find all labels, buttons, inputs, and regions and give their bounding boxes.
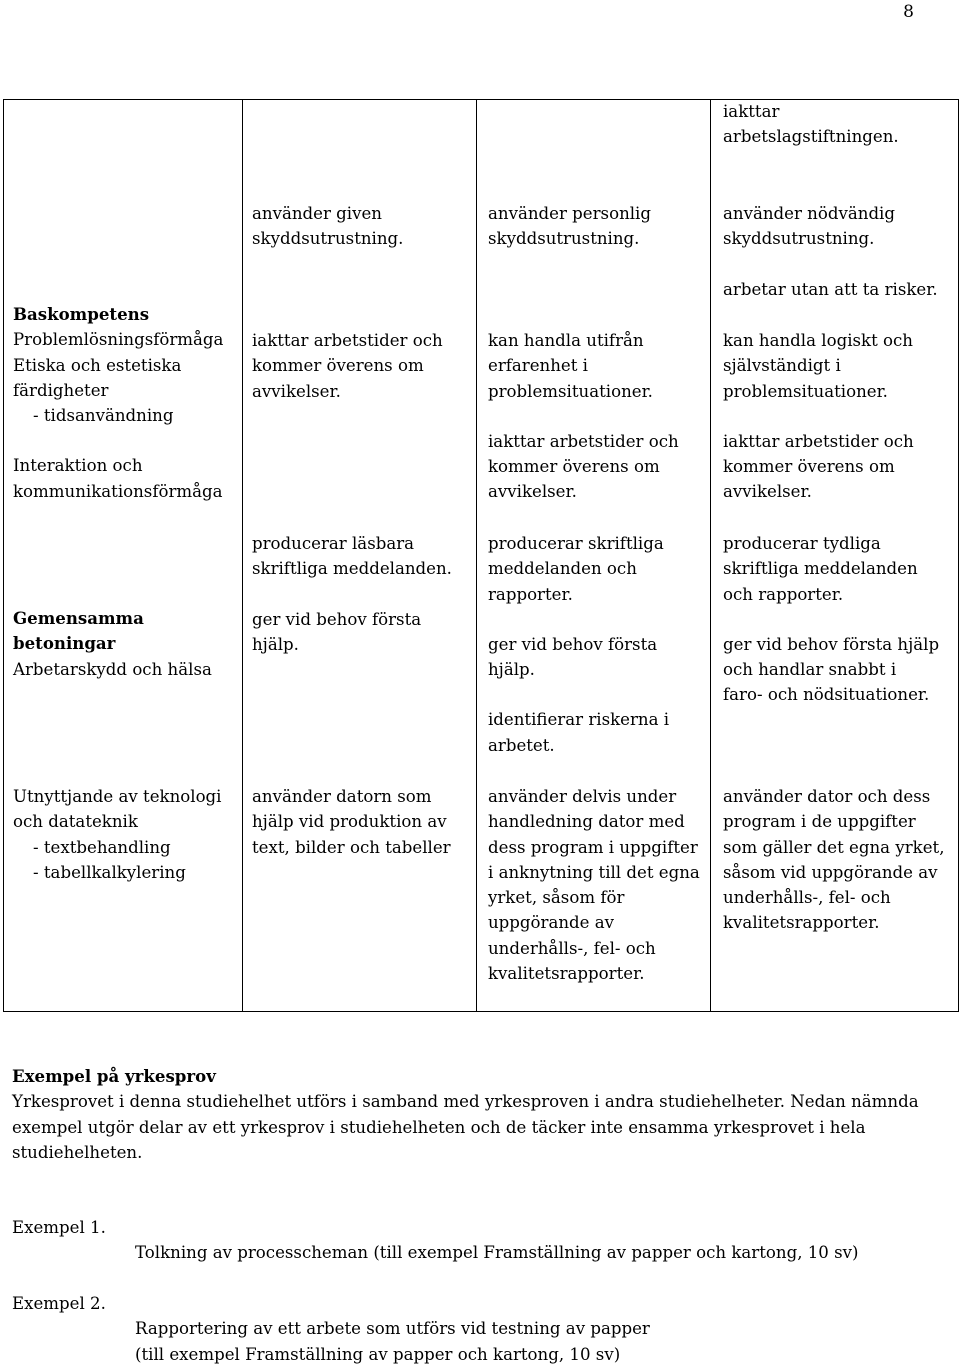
cell-tech-level2: använder delvis under handledning dator med dess program i uppgifter i anknytning till det egna yrket, såsom för uppgörande av underhålls-, fel- och kvalitetsrapporter. [488, 787, 700, 984]
examples-paragraph-line: exempel utgör delar av ett yrkesprov i studiehelheten och de täcker inte ensamma yrkesprovet i hela [12, 1117, 866, 1137]
examples-paragraph-line: studiehelheten. [12, 1142, 143, 1162]
cell-tech-level3: använder dator och dess program i de uppgifter som gäller det egna yrket, såsom vid uppgörande av underhålls-, fel- och kvalitetsrapporter. [723, 787, 945, 933]
examples-heading: Exempel på yrkesprov [12, 1066, 216, 1086]
column-divider [710, 100, 711, 1011]
page-number: 8 [903, 2, 914, 22]
column-divider [476, 100, 477, 1011]
examples-section [12, 1064, 947, 1165]
example-1 [12, 1215, 947, 1266]
cell-base-level1: iakttar arbetstider och kommer överens om avvikelser. [252, 331, 443, 401]
cell-common-level2: producerar skriftliga meddelanden och rapporter. ger vid behov första hjälp. identifierar riskerna i arbetet. [488, 534, 670, 755]
cell-common-level3: producerar tydliga skriftliga meddelanden och rapporter. ger vid behov första hjälp och handlar snabbt i faro- och nödsituationer. [723, 534, 940, 705]
examples-paragraph-line: Yrkesprovet i denna studiehelhet utförs i samband med yrkesproven i andra studiehelheter. Nedan nämnda [12, 1092, 919, 1112]
cell-tech-level1: använder datorn som hjälp vid produktion av text, bilder och tabeller [252, 787, 451, 857]
common-emphasis-title: Gemensamma [13, 608, 144, 628]
cell-common-emphasis: Gemensamma betoningar Arbetarskydd och hälsa [13, 606, 243, 682]
cell-safety-necessary: använder nödvändig skyddsutrustning. [723, 204, 895, 249]
example-2-label: Exempel 2. [12, 1294, 106, 1313]
example-2 [12, 1291, 947, 1367]
cell-base-level3: kan handla logiskt och självständigt i problemsituationer. iakttar arbetstider och kommer överens om avvikelser. [723, 331, 914, 502]
cell-base-competence: Baskompetens Problemlösningsförmåga Etiska och estetiska färdigheter - tidsanvändning Interaktion och kommunikationsförmåga [13, 302, 243, 504]
example-2-text: (till exempel Framställning av papper och kartong, 10 sv) [135, 1344, 621, 1364]
cell-law: iakttar arbetslagstiftningen. [723, 102, 899, 147]
cell-technology: Utnyttjande av teknologi och datateknik - textbehandling - tabellkalkylering [13, 787, 222, 882]
example-1-label: Exempel 1. [12, 1218, 106, 1237]
cell-safety-given: använder given skyddsutrustning. [252, 204, 404, 249]
cell-common-level1: producerar läsbara skriftliga meddelanden. ger vid behov första hjälp. [252, 534, 452, 654]
example-2-text: Rapportering av ett arbete som utförs vid testning av papper [135, 1319, 650, 1339]
cell-base-level2: kan handla utifrån erfarenhet i problemsituationer. iakttar arbetstider och kommer överens om avvikelser. [488, 331, 679, 502]
cell-no-risks: arbetar utan att ta risker. [723, 280, 938, 299]
example-1-text: Tolkning av processcheman (till exempel Framställning av papper och kartong, 10 sv) [135, 1243, 859, 1263]
base-competence-title: Baskompetens [13, 304, 150, 324]
cell-safety-personal: använder personlig skyddsutrustning. [488, 204, 651, 249]
